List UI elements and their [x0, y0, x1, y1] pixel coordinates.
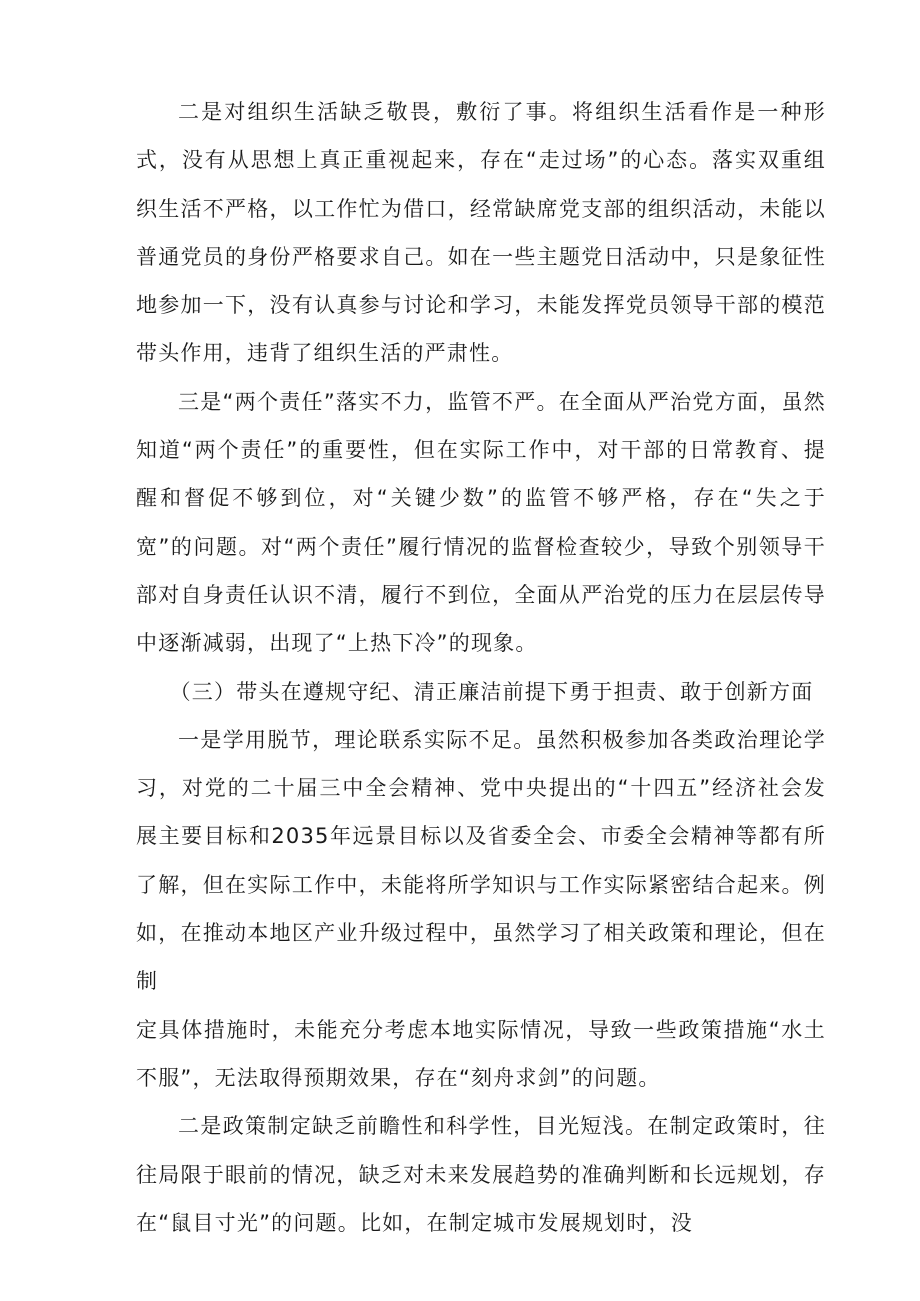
- paragraph-policy-foresight: 二是政策制定缺乏前瞻性和科学性，目光短浅。在制定政策时，往往局限于眼前的情况，缺乏对未来发展趋势的准确判断和长远规划，存在“鼠目寸光”的问题。比如，在制定城市发展规划时，没: [136, 1114, 826, 1235]
- section-heading-3: （三）带头在遵规守纪、清正廉洁前提下勇于担责、敢于创新方面: [169, 679, 814, 704]
- paragraph-organization-life: 二是对组织生活缺乏敬畏，敷衍了事。将组织生活看作是一种形式，没有从思想上真正重视起来，存在“走过场”的心态。落实双重组织生活不严格，以工作忙为借口，经常缺席党支部的组织活动，未能以普通党员的身份严格要求自己。如在一些主题党日活动中，只是象征性地参加一下，没有认真参与讨论和学习，未能发挥党员领导干部的模范带头作用，违背了组织生活的严肃性。: [136, 100, 826, 366]
- paragraph-two-responsibilities: 三是“两个责任”落实不力，监管不严。在全面从严治党方面，虽然知道“两个责任”的重要性，但在实际工作中，对干部的日常教育、提醒和督促不够到位，对“关键少数”的监管不够严格，存在“失之于宽”的问题。对“两个责任”履行情况的监督检查较少，导致个别领导干部对自身责任认识不清，履行不到位，全面从严治党的压力在层层传导中逐渐减弱，出现了“上热下冷”的现象。: [136, 389, 826, 656]
- paragraph-continuation: 定具体措施时，未能充分考虑本地实际情况，导致一些政策措施“水土不服”，无法取得预期效果，存在“刻舟求剑”的问题。: [136, 1017, 826, 1090]
- document-body: [136, 88, 826, 1247]
- paragraph-theory-practice: 一是学用脱节，理论联系实际不足。虽然积极参加各类政治理论学习，对党的二十届三中全会精神、党中央提出的“十四五”经济社会发展主要目标和2035年远景目标以及省委全会、市委全会精神等都有所了解，但在实际工作中，未能将所学知识与工作实际紧密结合起来。例如，在推动本地区产业升级过程中，虽然学习了相关政策和理论，但在制: [136, 727, 826, 994]
